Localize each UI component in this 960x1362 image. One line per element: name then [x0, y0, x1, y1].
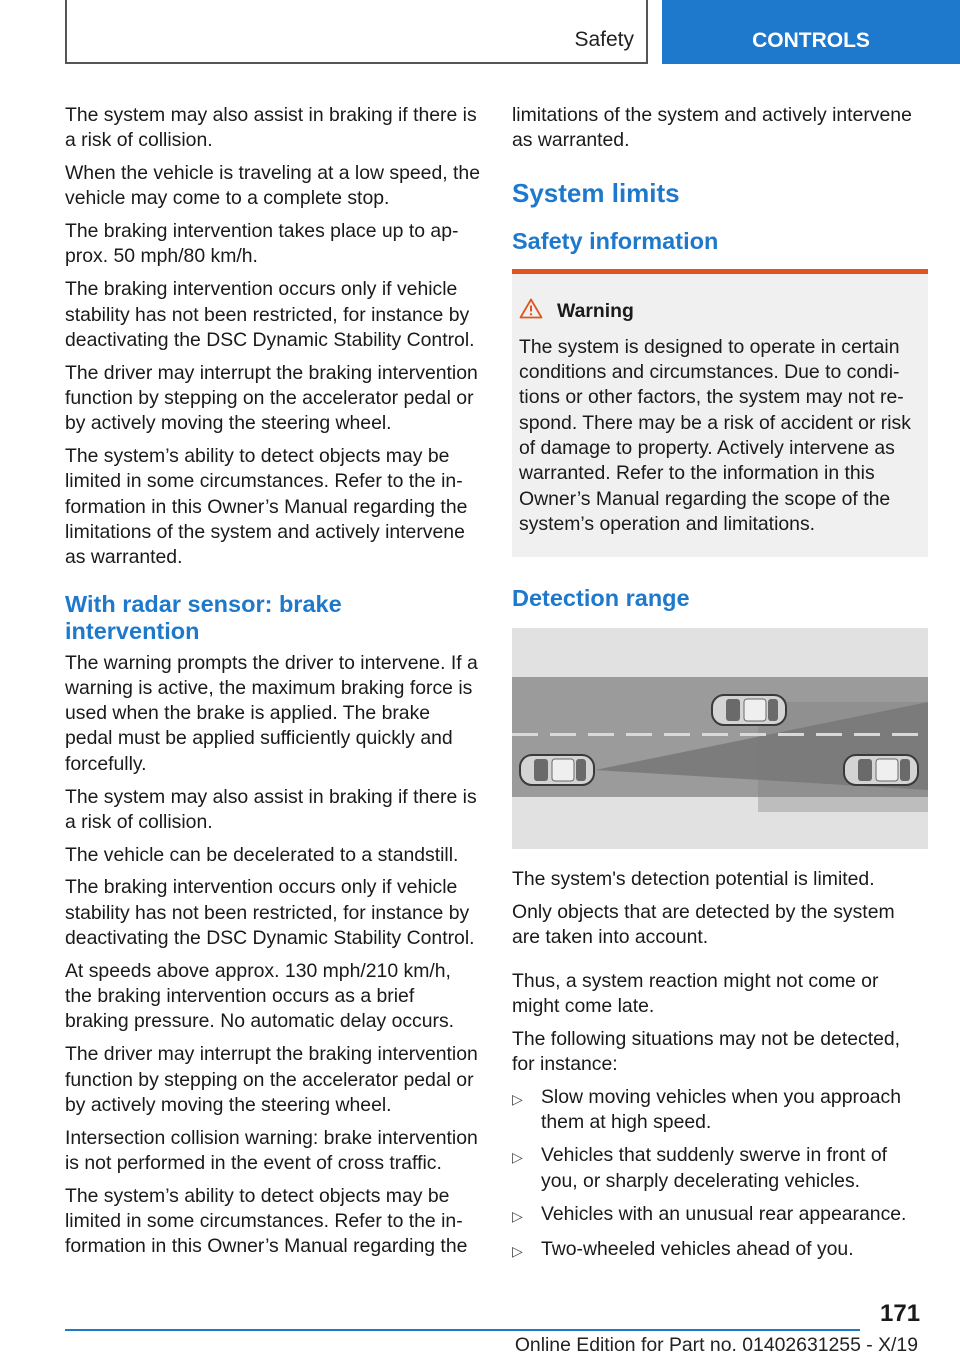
- warning-title: Warning: [557, 300, 634, 323]
- paragraph: The braking intervention occurs only if vehicle stability has not been restricted, for instance by deactivating the DSC Dynamic Stability Control.: [65, 876, 475, 950]
- paragraph: Thus, a system reaction might not come or might come late.: [512, 969, 879, 1017]
- right-column: [512, 103, 928, 1273]
- warning-triangle-icon: [519, 298, 543, 326]
- paragraph: The following situations may not be detected, for instance:: [512, 1027, 901, 1076]
- paragraph: The braking intervention takes place up to approx. 50 mph/80 km/h.: [65, 220, 459, 268]
- heading-system-limits: System limits: [512, 177, 680, 208]
- header-section-box: [65, 0, 648, 64]
- car-ahead-left-lane-icon: [712, 695, 786, 725]
- paragraph: The driver may interrupt the braking intervention function by stepping on the accelerator pedal or by actively moving the steering wheel.: [65, 361, 478, 435]
- header-chapter-label: CONTROLS: [752, 29, 870, 52]
- list-item: ▷ Slow moving vehicles when you approach them at high speed.: [512, 1085, 928, 1136]
- paragraph: limitations of the system and actively intervene as warranted.: [512, 104, 912, 152]
- bullet-triangle-icon: ▷: [512, 1090, 523, 1107]
- list-item: ▷ Vehicles that suddenly swerve in front of you, or sharply decelerating vehicles.: [512, 1143, 928, 1194]
- detection-range-illustration: [512, 628, 928, 849]
- paragraph: The system’s ability to detect objects may be limited in some circumstances. Refer to the information in this Owner’s Manual regarding the limitations of the system and actively intervene as warranted.: [65, 445, 468, 569]
- paragraph: When the vehicle is traveling at a low speed, the vehicle may come to a complete stop.: [65, 162, 480, 210]
- bullet-triangle-icon: ▷: [512, 1243, 523, 1260]
- paragraph: The system may also assist in braking if there is a risk of collision.: [65, 785, 477, 833]
- footer-divider: [65, 1329, 860, 1331]
- paragraph: The warning prompts the driver to intervene. If a warning is active, the maximum braking force is used when the brake is applied. The brake pedal must be applied sufficiently quickly and forcefully.: [65, 651, 478, 775]
- bullet-triangle-icon: ▷: [512, 1149, 523, 1166]
- warning-header: [519, 298, 922, 326]
- paragraph: The braking intervention occurs only if vehicle stability has not been restricted, for instance by deactivating the DSC Dynamic Stability Control.: [65, 278, 475, 351]
- heading-detection-range: Detection range: [512, 585, 690, 612]
- page-number: 171: [880, 1300, 921, 1327]
- bullet-triangle-icon: ▷: [512, 1208, 523, 1225]
- list-item: ▷ Vehicles with an unusual rear appearance.: [512, 1202, 928, 1229]
- own-car-icon: [520, 755, 594, 785]
- bullet-list: [512, 1085, 928, 1265]
- paragraph: The vehicle can be decelerated to a standstill.: [65, 843, 459, 866]
- paragraph: Intersection collision warning: brake intervention is not performed in the event of cross traffic.: [65, 1126, 478, 1174]
- section-heading-brake-intervention: With radar sensor: brake intervention: [65, 590, 342, 644]
- heading-safety-information: Safety information: [512, 227, 719, 254]
- header-chapter-tab: [662, 0, 960, 64]
- warning-text: The system is designed to operate in certain conditions and circumstances. Due to conditions or other factors, the system may not respond. There may be a risk of accident or risk of damage to property. Actively intervene as warranted. Refer to the information in this Owner’s Manual regarding the scope of the system’s operation and limitations.: [519, 335, 911, 535]
- header-section-title: Safety: [574, 28, 634, 51]
- footer-edition: Online Edition for Part no. 01402631255 - X/19: [514, 1334, 918, 1356]
- warning-box: [512, 269, 928, 558]
- paragraph: The system may also assist in braking if there is a risk of collision.: [65, 104, 477, 152]
- left-column: [65, 103, 481, 1267]
- paragraph: The driver may interrupt the braking intervention function by stepping on the accelerator pedal or by actively moving the steering wheel.: [65, 1043, 478, 1116]
- car-ahead-same-lane-icon: [844, 755, 918, 785]
- paragraph: Only objects that are detected by the system are taken into account.: [512, 901, 895, 949]
- list-item: ▷ Two-wheeled vehicles ahead of you.: [512, 1237, 928, 1264]
- paragraph: The system’s ability to detect objects may be limited in some circumstances. Refer to the information in this Owner’s Manual regarding the: [65, 1184, 468, 1258]
- paragraph: At speeds above approx. 130 mph/210 km/h, the braking intervention occurs as a brief braking pressure. No automatic delay occurs.: [65, 959, 455, 1033]
- paragraph: The system's detection potential is limited.: [512, 868, 875, 891]
